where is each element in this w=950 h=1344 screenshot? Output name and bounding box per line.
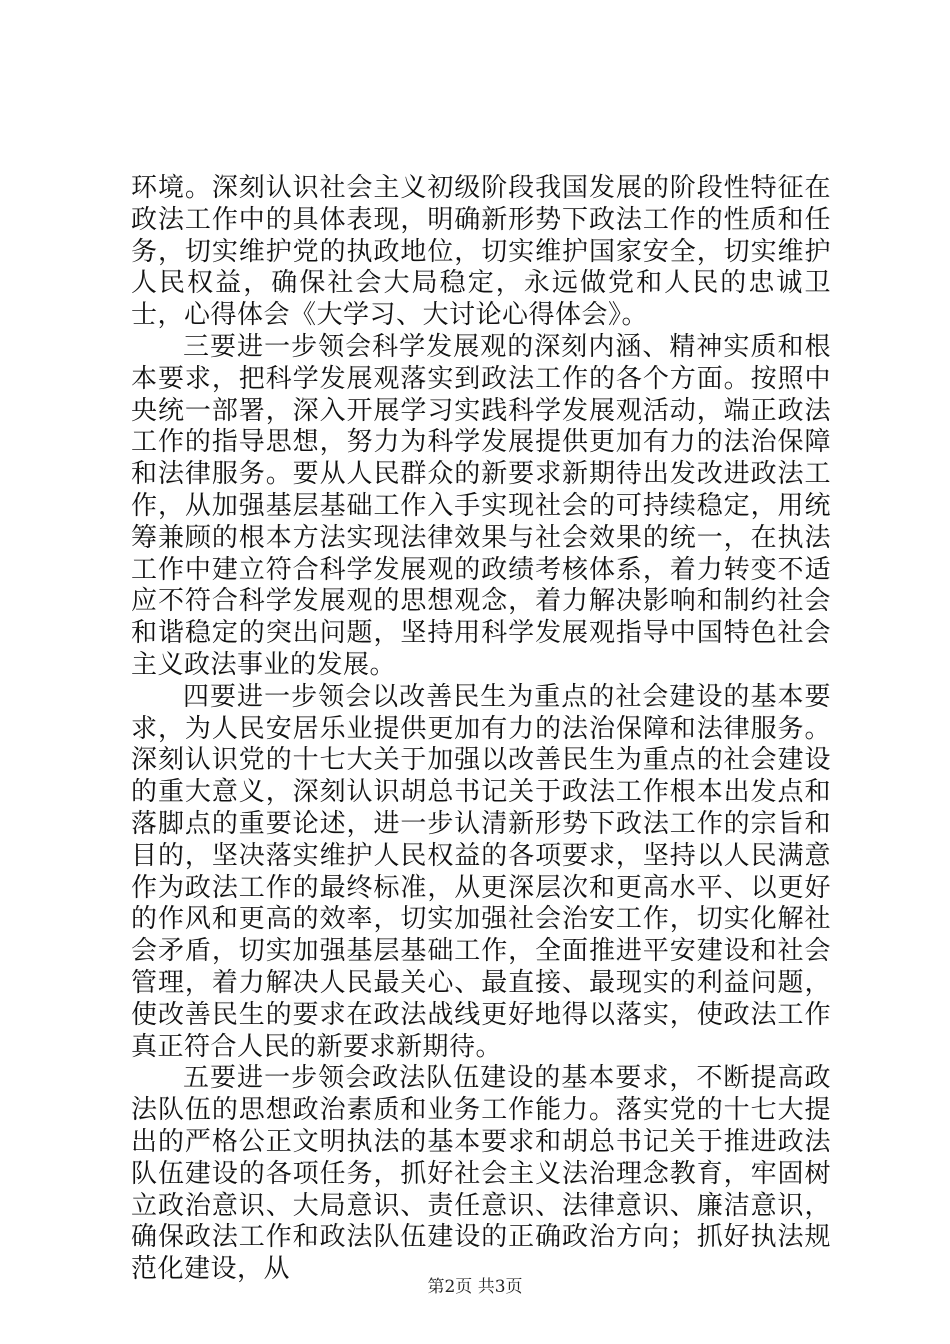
paragraph-three: 三要进一步领会科学发展观的深刻内涵、精神实质和根本要求，把科学发展观落实到政法工作的各个方面。按照中央统一部署，深入开展学习实践科学发展观活动，端正政法工作的指导思想，努力为科学发展提供更加有力的法治保障和法律服务。要从人民群众的新要求新期待出发改进政法工作，从加强基层基础工作入手实现社会的可持续稳定，用统筹兼顾的根本方法实现法律效果与社会效果的统一，在执法工作中建立符合科学发展观的政绩考核体系，着力转变不适应不符合科学发展观的思想观念，着力解决影响和制约社会和谐稳定的突出问题，坚持用科学发展观指导中国特色社会主义政法事业的发展。	[131, 331, 831, 680]
paragraph-four: 四要进一步领会以改善民生为重点的社会建设的基本要求，为人民安居乐业提供更加有力的法治保障和法律服务。深刻认识党的十七大关于加强以改善民生为重点的社会建设的重大意义，深刻认识胡总书记关于政法工作根本出发点和落脚点的重要论述，进一步认清新形势下政法工作的宗旨和目的，坚决落实维护人民权益的各项要求，坚持以人民满意作为政法工作的最终标准，从更深层次和更高水平、以更好的作风和更高的效率，切实加强社会治安工作，切实化解社会矛盾，切实加强基层基础工作，全面推进平安建设和社会管理，着力解决人民最关心、最直接、最现实的利益问题，使改善民生的要求在政法战线更好地得以落实，使政法工作真正符合人民的新要求新期待。	[131, 681, 831, 1062]
paragraph-five: 五要进一步领会政法队伍建设的基本要求，不断提高政法队伍的思想政治素质和业务工作能力。落实党的十七大提出的严格公正文明执法的基本要求和胡总书记关于推进政法队伍建设的各项任务，抓好社会主义法治理念教育，牢固树立政治意识、大局意识、责任意识、法律意识、廉洁意识，确保政法工作和政法队伍建设的正确政治方向；抓好执法规范化建设，从	[131, 1063, 831, 1285]
document-body	[131, 173, 831, 1286]
paragraph-continuation: 环境。深刻认识社会主义初级阶段我国发展的阶段性特征在政法工作中的具体表现，明确新形势下政法工作的性质和任务，切实维护党的执政地位，切实维护国家安全，切实维护人民权益，确保社会大局稳定，永远做党和人民的忠诚卫士，心得体会《大学习、大讨论心得体会》。	[131, 173, 831, 331]
page-number-footer: 第2页 共3页	[427, 1277, 523, 1297]
